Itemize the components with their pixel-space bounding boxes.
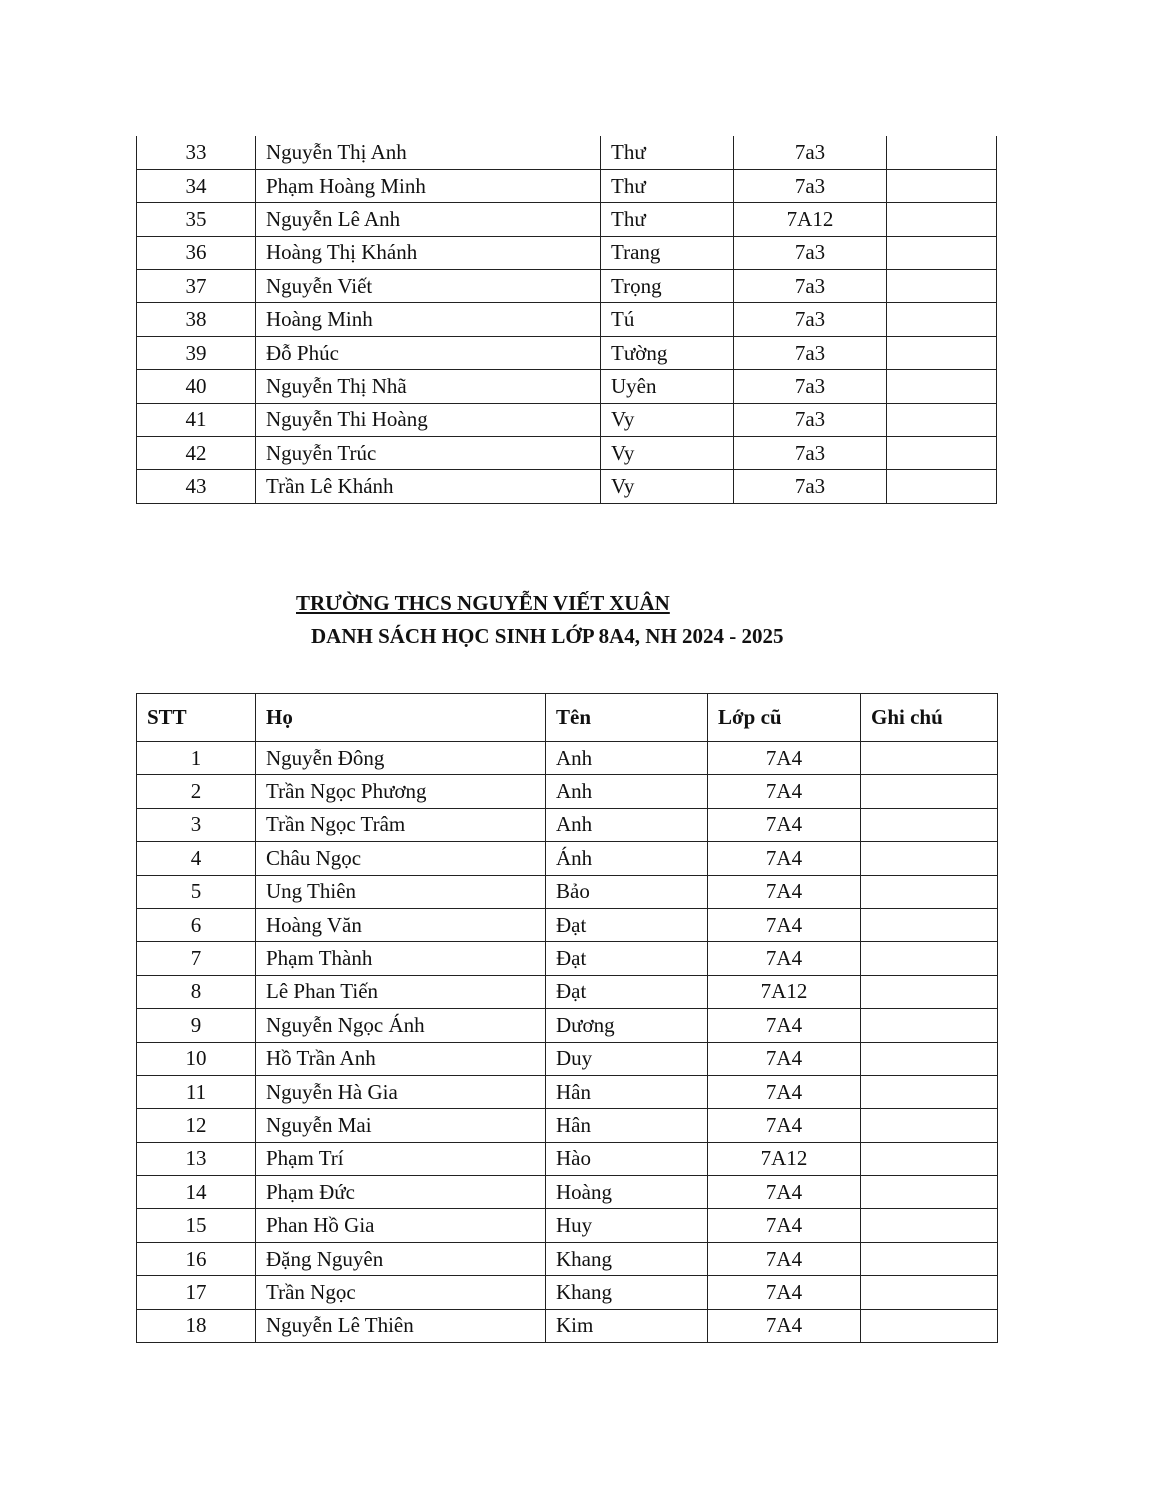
cell-lop: 7A4 xyxy=(708,1276,861,1309)
cell-lop: 7A4 xyxy=(708,842,861,875)
cell-lop: 7A4 xyxy=(708,1042,861,1075)
cell-ten: Duy xyxy=(546,1042,708,1075)
cell-ghichu xyxy=(861,1176,998,1209)
table-row xyxy=(137,1075,998,1108)
cell-ghichu xyxy=(861,1042,998,1075)
cell-ho: Nguyễn Ngọc Ánh xyxy=(256,1009,546,1042)
cell-ghichu xyxy=(861,908,998,941)
list-title: DANH SÁCH HỌC SINH LỚP 8A4, NH 2024 - 2025 xyxy=(311,624,784,648)
cell-ho: Nguyễn Thi Hoàng xyxy=(256,403,601,436)
cell-ho: Nguyễn Mai xyxy=(256,1109,546,1142)
cell-ten: Vy xyxy=(601,437,734,470)
cell-ghichu xyxy=(887,203,997,236)
table-row xyxy=(137,1042,998,1075)
cell-ho: Nguyễn Lê Thiên xyxy=(256,1309,546,1342)
table-row xyxy=(137,236,997,269)
cell-lop: 7A12 xyxy=(708,975,861,1008)
cell-ghichu xyxy=(861,808,998,841)
table-row xyxy=(137,1176,998,1209)
cell-ten: Anh xyxy=(546,775,708,808)
cell-lop: 7A4 xyxy=(708,775,861,808)
cell-ghichu xyxy=(887,336,997,369)
cell-lop: 7A4 xyxy=(708,1009,861,1042)
cell-stt: 1 xyxy=(137,742,256,775)
cell-lop: 7a3 xyxy=(734,303,887,336)
table-row xyxy=(137,808,998,841)
cell-ghichu xyxy=(887,303,997,336)
cell-stt: 42 xyxy=(137,437,256,470)
cell-ho: Hồ Trần Anh xyxy=(256,1042,546,1075)
cell-ghichu xyxy=(887,403,997,436)
header-ghi-chu: Ghi chú xyxy=(861,694,998,742)
table-row xyxy=(137,875,998,908)
cell-ten: Thư xyxy=(601,136,734,169)
header-ho: Họ xyxy=(256,694,546,742)
cell-ghichu xyxy=(887,236,997,269)
cell-stt: 15 xyxy=(137,1209,256,1242)
table-row xyxy=(137,136,997,169)
table-row xyxy=(137,908,998,941)
table-header-row xyxy=(137,694,998,742)
cell-lop: 7A4 xyxy=(708,742,861,775)
table-row xyxy=(137,270,997,303)
cell-ghichu xyxy=(861,1242,998,1275)
cell-ho: Nguyễn Lê Anh xyxy=(256,203,601,236)
class-8a4-table xyxy=(136,693,998,1343)
cell-ho: Hoàng Thị Khánh xyxy=(256,236,601,269)
cell-ho: Phạm Thành xyxy=(256,942,546,975)
cell-stt: 9 xyxy=(137,1009,256,1042)
cell-stt: 36 xyxy=(137,236,256,269)
cell-stt: 14 xyxy=(137,1176,256,1209)
cell-lop: 7A4 xyxy=(708,942,861,975)
cell-ten: Đạt xyxy=(546,942,708,975)
cell-ghichu xyxy=(861,775,998,808)
header-stt: STT xyxy=(137,694,256,742)
table-row xyxy=(137,303,997,336)
cell-stt: 41 xyxy=(137,403,256,436)
table-row xyxy=(137,1142,998,1175)
cell-ten: Ánh xyxy=(546,842,708,875)
cell-ho: Lê Phan Tiến xyxy=(256,975,546,1008)
cell-ten: Vy xyxy=(601,470,734,503)
cell-ghichu xyxy=(887,470,997,503)
cell-ghichu xyxy=(861,1109,998,1142)
table-row xyxy=(137,942,998,975)
cell-lop: 7a3 xyxy=(734,437,887,470)
table-row xyxy=(137,169,997,202)
cell-lop: 7A4 xyxy=(708,1242,861,1275)
cell-lop: 7a3 xyxy=(734,370,887,403)
cell-ghichu xyxy=(861,942,998,975)
cell-stt: 39 xyxy=(137,336,256,369)
cell-ten: Hân xyxy=(546,1075,708,1108)
cell-stt: 7 xyxy=(137,942,256,975)
cell-ten: Uyên xyxy=(601,370,734,403)
cell-stt: 34 xyxy=(137,169,256,202)
cell-ghichu xyxy=(887,270,997,303)
cell-ho: Trần Ngọc Trâm xyxy=(256,808,546,841)
cell-ten: Đạt xyxy=(546,975,708,1008)
cell-ten: Hoàng xyxy=(546,1176,708,1209)
cell-ho: Phan Hồ Gia xyxy=(256,1209,546,1242)
cell-ghichu xyxy=(887,370,997,403)
cell-ten: Thư xyxy=(601,169,734,202)
table-row xyxy=(137,1009,998,1042)
cell-lop: 7A4 xyxy=(708,1209,861,1242)
cell-lop: 7a3 xyxy=(734,236,887,269)
cell-stt: 33 xyxy=(137,136,256,169)
cell-ho: Hoàng Văn xyxy=(256,908,546,941)
table-row xyxy=(137,1309,998,1342)
table-row xyxy=(137,842,998,875)
cell-ghichu xyxy=(887,169,997,202)
cell-lop: 7A4 xyxy=(708,908,861,941)
cell-lop: 7A4 xyxy=(708,875,861,908)
cell-ghichu xyxy=(861,1009,998,1042)
cell-ten: Thư xyxy=(601,203,734,236)
table-row xyxy=(137,403,997,436)
table-row xyxy=(137,470,997,503)
cell-ten: Anh xyxy=(546,742,708,775)
cell-stt: 4 xyxy=(137,842,256,875)
cell-ten: Huy xyxy=(546,1209,708,1242)
cell-stt: 17 xyxy=(137,1276,256,1309)
cell-ho: Phạm Trí xyxy=(256,1142,546,1175)
cell-lop: 7A12 xyxy=(708,1142,861,1175)
cell-ten: Dương xyxy=(546,1009,708,1042)
cell-ten: Hào xyxy=(546,1142,708,1175)
table-row xyxy=(137,975,998,1008)
cell-ten: Tú xyxy=(601,303,734,336)
cell-lop: 7A4 xyxy=(708,808,861,841)
cell-lop: 7A4 xyxy=(708,1176,861,1209)
cell-ten: Đạt xyxy=(546,908,708,941)
cell-lop: 7A4 xyxy=(708,1075,861,1108)
cell-ho: Nguyễn Thị Nhã xyxy=(256,370,601,403)
cell-stt: 3 xyxy=(137,808,256,841)
cell-ghichu xyxy=(861,742,998,775)
cell-stt: 40 xyxy=(137,370,256,403)
cell-stt: 38 xyxy=(137,303,256,336)
cell-stt: 18 xyxy=(137,1309,256,1342)
cell-ten: Anh xyxy=(546,808,708,841)
cell-ghichu xyxy=(861,975,998,1008)
cell-ghichu xyxy=(861,1075,998,1108)
cell-ten: Vy xyxy=(601,403,734,436)
cell-ghichu xyxy=(887,437,997,470)
previous-class-table-body xyxy=(137,136,997,503)
cell-ho: Đỗ Phúc xyxy=(256,336,601,369)
cell-ho: Nguyễn Hà Gia xyxy=(256,1075,546,1108)
table-row xyxy=(137,1276,998,1309)
cell-stt: 5 xyxy=(137,875,256,908)
class-8a4-table-body xyxy=(137,742,998,1343)
cell-lop: 7a3 xyxy=(734,270,887,303)
cell-stt: 6 xyxy=(137,908,256,941)
table-row xyxy=(137,1209,998,1242)
cell-stt: 8 xyxy=(137,975,256,1008)
table-row xyxy=(137,370,997,403)
cell-ghichu xyxy=(861,1209,998,1242)
cell-ho: Phạm Hoàng Minh xyxy=(256,169,601,202)
cell-stt: 11 xyxy=(137,1075,256,1108)
cell-stt: 37 xyxy=(137,270,256,303)
cell-ten: Trọng xyxy=(601,270,734,303)
cell-stt: 35 xyxy=(137,203,256,236)
table-row xyxy=(137,437,997,470)
cell-ten: Tường xyxy=(601,336,734,369)
cell-lop: 7A4 xyxy=(708,1109,861,1142)
cell-ho: Nguyễn Viết xyxy=(256,270,601,303)
cell-ho: Ung Thiên xyxy=(256,875,546,908)
cell-ho: Hoàng Minh xyxy=(256,303,601,336)
cell-ten: Bảo xyxy=(546,875,708,908)
table-row xyxy=(137,775,998,808)
cell-lop: 7A4 xyxy=(708,1309,861,1342)
cell-ho: Phạm Đức xyxy=(256,1176,546,1209)
cell-lop: 7a3 xyxy=(734,470,887,503)
cell-ho: Trần Lê Khánh xyxy=(256,470,601,503)
cell-stt: 16 xyxy=(137,1242,256,1275)
cell-ho: Nguyễn Đông xyxy=(256,742,546,775)
cell-ghichu xyxy=(861,1309,998,1342)
cell-ten: Khang xyxy=(546,1242,708,1275)
table-row xyxy=(137,203,997,236)
cell-stt: 2 xyxy=(137,775,256,808)
cell-stt: 13 xyxy=(137,1142,256,1175)
cell-lop: 7a3 xyxy=(734,136,887,169)
cell-ten: Khang xyxy=(546,1276,708,1309)
cell-ten: Hân xyxy=(546,1109,708,1142)
school-name: TRƯỜNG THCS NGUYỄN VIẾT XUÂN xyxy=(296,591,670,615)
table-row xyxy=(137,742,998,775)
cell-ghichu xyxy=(861,1276,998,1309)
previous-class-table xyxy=(136,136,997,504)
cell-ho: Nguyễn Trúc xyxy=(256,437,601,470)
table-row xyxy=(137,336,997,369)
cell-lop: 7a3 xyxy=(734,403,887,436)
cell-lop: 7a3 xyxy=(734,169,887,202)
cell-ho: Nguyễn Thị Anh xyxy=(256,136,601,169)
cell-ghichu xyxy=(887,136,997,169)
cell-stt: 10 xyxy=(137,1042,256,1075)
table-row xyxy=(137,1109,998,1142)
header-lop-cu: Lớp cũ xyxy=(708,694,861,742)
cell-ghichu xyxy=(861,875,998,908)
table-row xyxy=(137,1242,998,1275)
cell-ho: Đặng Nguyên xyxy=(256,1242,546,1275)
cell-ghichu xyxy=(861,1142,998,1175)
cell-lop: 7A12 xyxy=(734,203,887,236)
header-ten: Tên xyxy=(546,694,708,742)
cell-ten: Kim xyxy=(546,1309,708,1342)
cell-ghichu xyxy=(861,842,998,875)
cell-stt: 12 xyxy=(137,1109,256,1142)
cell-stt: 43 xyxy=(137,470,256,503)
cell-ho: Trần Ngọc xyxy=(256,1276,546,1309)
cell-ho: Trần Ngọc Phương xyxy=(256,775,546,808)
cell-ho: Châu Ngọc xyxy=(256,842,546,875)
cell-lop: 7a3 xyxy=(734,336,887,369)
cell-ten: Trang xyxy=(601,236,734,269)
